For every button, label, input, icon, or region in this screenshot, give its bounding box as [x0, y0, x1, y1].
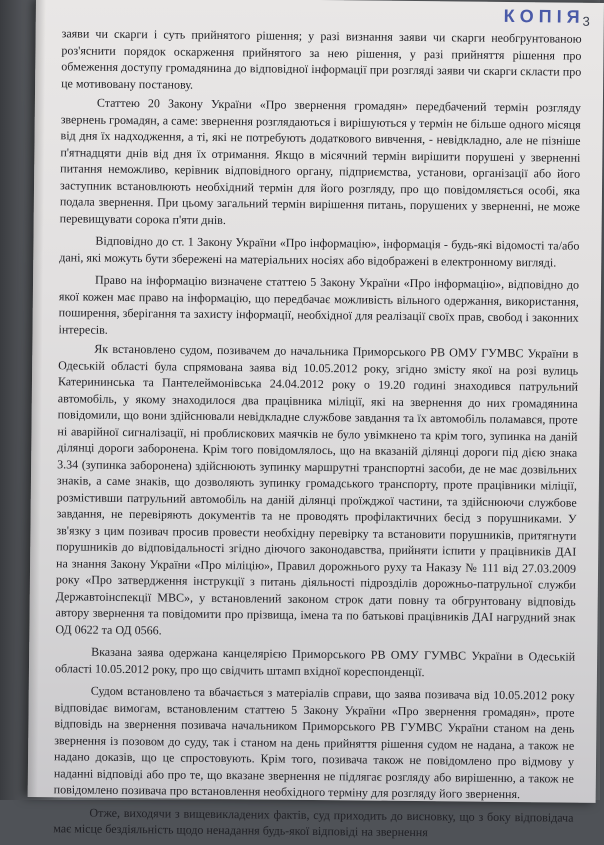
document-body	[53, 25, 582, 845]
paragraph-application-received: Вказана заява одержана канцелярією Приморського РВ ОМУ ГУМВС України в Одеській області 10.05.2012 року, про що свідчить штамп вхідної кореспонденції.	[54, 644, 576, 679]
document-page	[28, 0, 604, 840]
paragraph-continued: заяви чи скарги і суть прийнятого рішення; у разі визнання заяви чи скарги необгрунтованою роз'яснити порядок оскарження прийнятого за нею рішення, у разі прийняття рішення про обмеження доступу громадянина до відповідної інформації при розгляді заяви чи скарги скласти про це мотивовану постанову.	[61, 26, 582, 92]
paragraph-conclusion: Отже, виходячи з вищевикладених фактів, суд приходить до висновку, що з боку відповідача має місце бездіяльність щодо ненадання будь-якої відповіді на звернення	[53, 805, 574, 840]
paragraph-court-findings: Як встановлено судом, позивачем до начальника Приморського РВ ОМУ ГУМВС України в Одеській області була спрямована заява від 10.05.2012 року, згідно змісту якої на розі вулиць Катерининська та Пантелеймонівська 24.04.2012 року о 19.20 годині знаходився патрульний автомобіль, у якому знаходилося два працівника міліції, які на звернення до них громадянина повідомили, що вони здійснювали невідкладне службове завдання та їх автомобіль поламався, проте ні аварійної сигналізації, ні проблискових маячків не було увімкнено та крім того, зупинка на даній ділянці дороги заборонена. Крім того повідомлялось, що на вказаній ділянці дороги під дією знака 3.34 (зупинка заборонена) здійснюють зупинку маршрутні транспортні засоби, де не має дозвільних знаків, а саме знаків, що дозволяють зупинку громадського транспорту, проте працівники міліції, розмістивши патрульний автомобіль на даній ділянці проїжджої частини, та здійснюючи службове завдання, не перевіряють документів та не проводять профілактичних бесід з порушниками. У зв'язку з цим позивач просив провести необхідну перевірку та встановити порушників, притягнути порушників до відповідальності згідно діючого законодавства, прийняти іспити у працівників ДАІ на знання Закону України «Про міліцію», Правил дорожнього руху та Наказу № 111 від 27.03.2009 року «Про затвердження інструкції з питань діяльності підрозділів дорожньо-патрульної служби Державтоінспекції МВС», у встановлений законом строк дати повну та обгрунтовану відповідь автору звернення та повідомити про прізвища, імена та по батькові працівників ДАІ нагрудний знак ОД 0622 та ОД 0566.	[55, 341, 579, 637]
copy-stamp	[504, 6, 590, 28]
paragraph-right-to-information: Право на інформацію визначене статтею 5 Закону України «Про інформацію», відповідно до якої кожен має право на інформацію, що передбачає можливість вільного одержання, використання, поширення, зберігання та захисту інформації, необхідної для реалізації своїх прав, свобод і законних інтересів.	[58, 272, 580, 337]
paragraph-information-definition: Відповідно до ст. 1 Закону України «Про інформацію», інформація - будь-які відомості та/або дані, які можуть бути збережені на матеріальних носіях або відображені в електронному вигляді.	[59, 233, 580, 269]
copy-stamp-word: КОПІЯ	[503, 5, 585, 27]
page-number: 3	[582, 13, 590, 29]
paragraph-article-20: Статтею 20 Закону України «Про звернення громадян» передбачений термін розгляду звернень громадян, а саме: звернення розглядаються і вирішуються у термін не більше одного місяця від дня їх надходження, а ті, які не потребують додаткового вивчення, - невідкладно, але не пізніше п'ятнадцяти днів від дня їх отримання. Якщо в місячний термін вирішити порушені у зверненні питання неможливо, керівник відповідного органу, підприємства, установи, організації або його заступник встановлюють необхідний термін для його розгляду, про що повідомляється особі, яка подала звернення. При цьому загальний термін вирішення питань, порушених у зверненні, не може перевищувати сорока п'яти днів.	[59, 95, 581, 227]
paragraph-court-established: Судом встановлено та вбачається з матеріалів справи, що заява позивача від 10.05.2012 року відповідає вимогам, встановленим статтею 5 Закону України «Про звернення громадян», проте відповідь на звернення позивача начальником Приморського РВ ГУМВС України станом на день звернення із позовом до суду, так і станом на день прийняття рішення судом не надана, а також не надано доказів, що це спростовують. Крім того, позивача також не повідомлено про відмову у наданні відповіді або про те, що вказане звернення не підлягає розгляду або вирішенню, а також не повідомлено позивача про встановлення необхідного терміну для розгляду його звернення.	[53, 683, 575, 802]
